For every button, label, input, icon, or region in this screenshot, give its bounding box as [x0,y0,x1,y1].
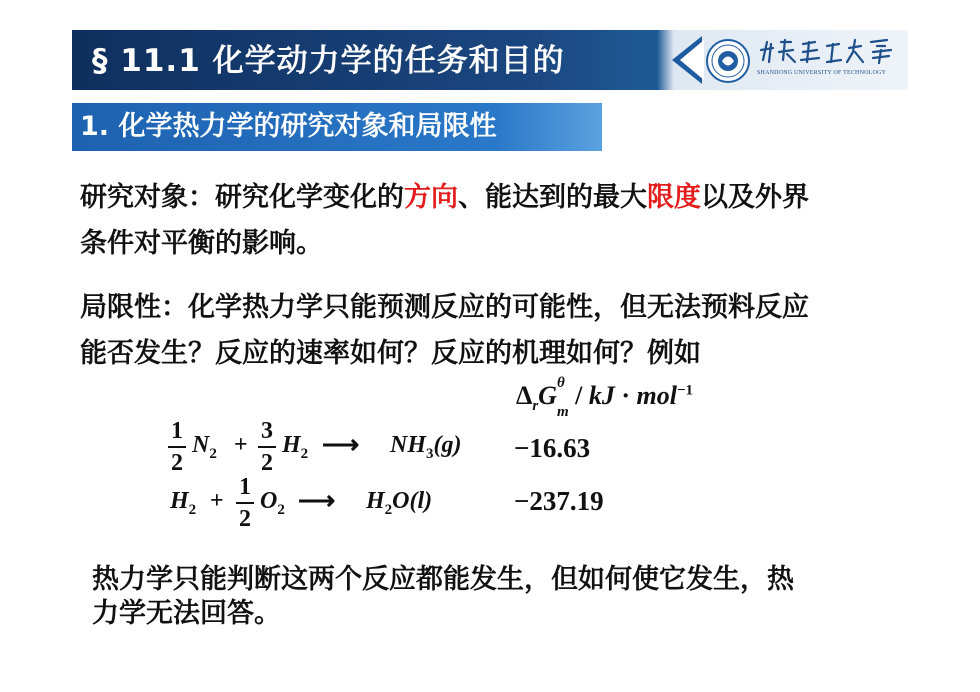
reaction-1-fraction-1-numerator: 1 [171,418,183,444]
highlight-limit: 限度 [647,182,701,213]
research-object-text-b: 、能达到的最大 [458,182,647,213]
reaction-1-fraction-1-denominator: 2 [171,450,183,476]
conclusion-line-1: 热力学只能判断这两个反应都能发生，但如何使它发生，热 [92,564,794,595]
reaction-2-product: $H_2O(l)$ [366,488,433,518]
highlight-direction: 方向 [404,182,458,213]
reaction-1-fraction-2-numerator: 3 [261,418,273,444]
reaction-1-fraction-2-denominator: 2 [261,450,273,476]
reaction-2-fraction-numerator: 1 [239,474,251,500]
research-object-text-a: 研究对象：研究化学变化的 [80,182,404,213]
limitation-line-2: 能否发生？反应的速率如何？反应的机理如何？例如 [80,338,701,369]
reaction-2-species-2: $O_2$ [260,488,285,518]
university-english-name: SHANDONG UNIVERSITY OF TECHNOLOGY [757,70,887,76]
reaction-1-species-2: $H_2$ [282,432,309,462]
reaction-1-species-1: $N_2$ [192,432,217,462]
university-emblem-icon [705,38,751,84]
conclusion-line-2: 力学无法回答。 [92,598,281,629]
university-logo [705,36,905,86]
reaction-1-plus: + [234,432,248,458]
reaction-2-plus: + [210,488,224,514]
research-object-text-c: 以及外界 [701,182,809,213]
reaction-2-fraction-denominator: 2 [239,506,251,532]
reaction-2-gibbs-value: −237.19 [514,486,604,516]
reaction-2-arrow: ⟶ [298,486,336,515]
research-object-line-2: 条件对平衡的影响。 [80,228,323,259]
reaction-1-fraction-2-bar [258,446,276,448]
title-arrow-inner-decoration [680,40,704,80]
section-heading: 1. 化学热力学的研究对象和局限性 [80,111,497,142]
reaction-2-species-1: $H_2$ [170,488,197,518]
reaction-1-gibbs-value: −16.63 [514,433,591,463]
reaction-1-arrow: ⟶ [322,430,360,459]
reaction-1-product: $NH_3(g)$ [390,432,462,462]
page-title: § 11.1 化学动力学的任务和目的 [92,43,565,79]
gibbs-energy-column-header: $\Delta_rG$ θ $_m$ / kJ · mol$^{-1}$ [516,375,694,421]
university-name-calligraphy [757,36,897,66]
reaction-1-fraction-1-bar [168,446,186,448]
research-object-line-1 [80,176,809,220]
reaction-2-fraction-bar [236,502,254,504]
limitation-line-1: 局限性：化学热力学只能预测反应的可能性，但无法预料反应 [80,292,809,323]
